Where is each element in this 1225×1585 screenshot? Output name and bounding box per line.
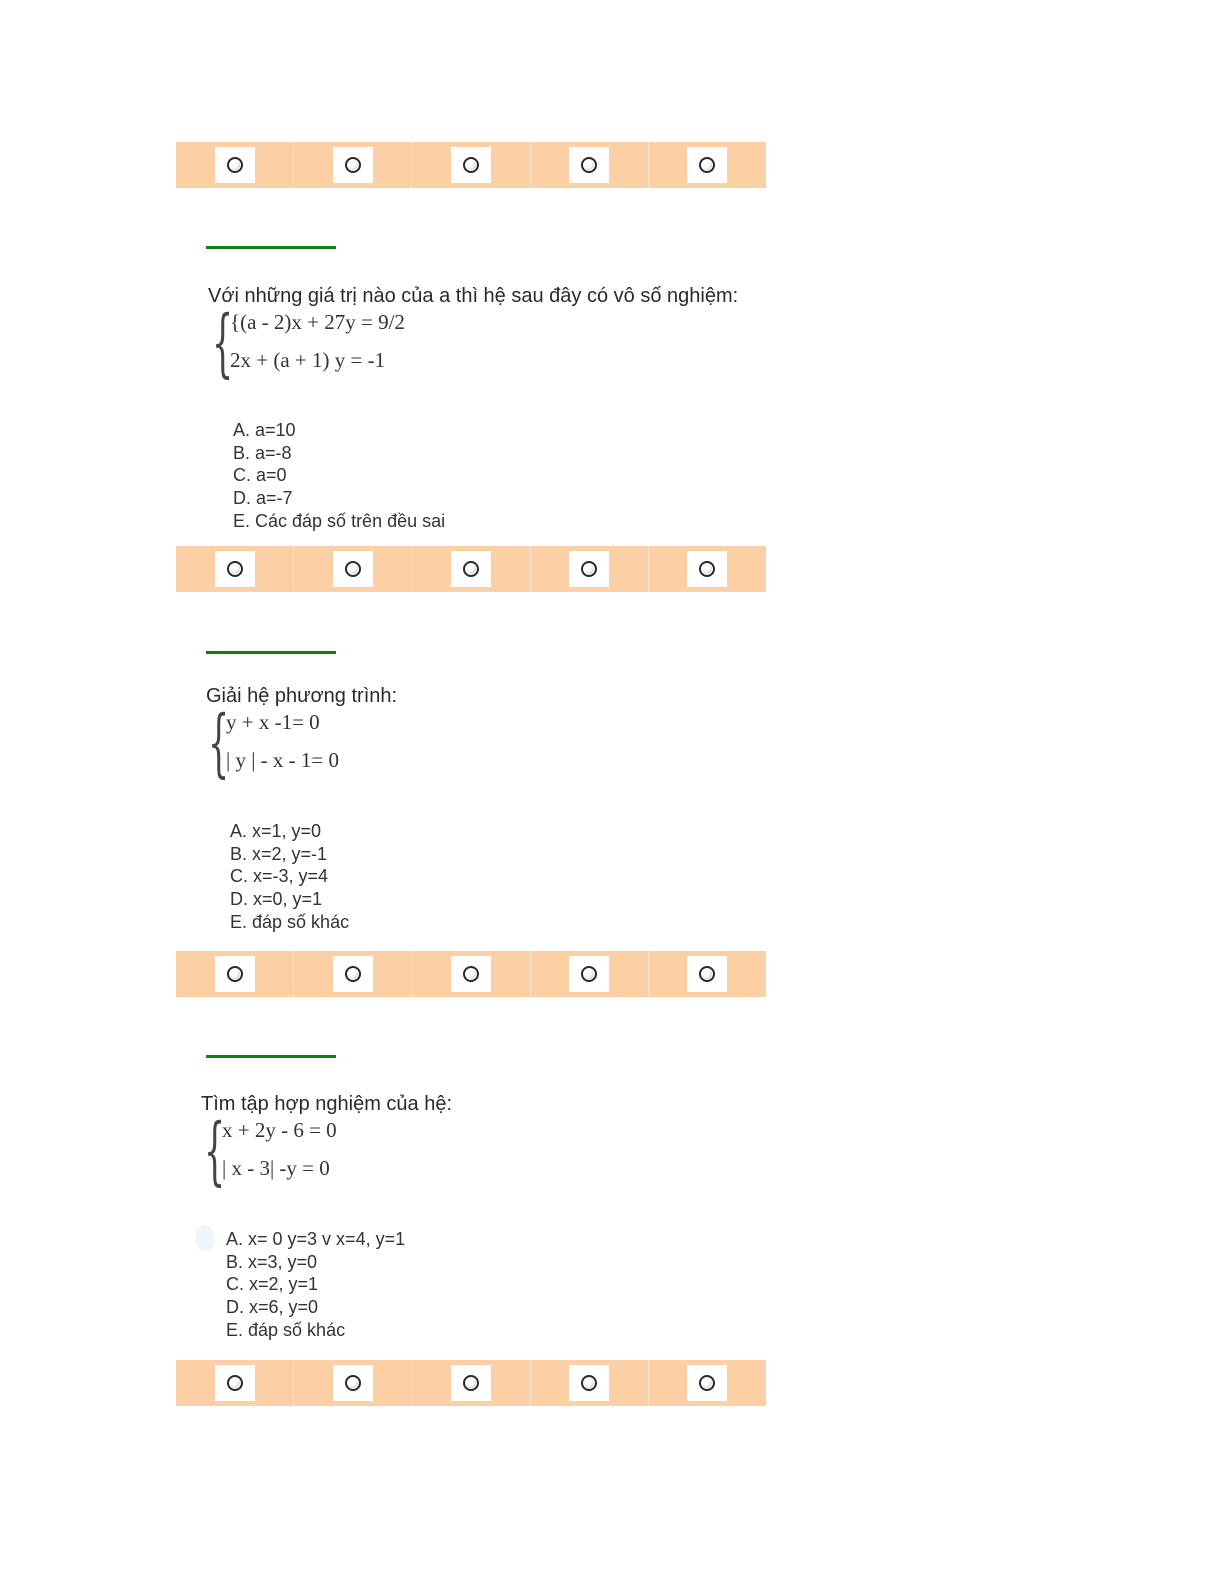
radio-button-d[interactable] [569, 1365, 609, 1401]
radio-icon [581, 966, 597, 982]
radio-button-a[interactable] [215, 147, 255, 183]
radio-icon [463, 561, 479, 577]
option-d: D. x=0, y=1 [230, 889, 323, 910]
question-text: Tìm tập hợp nghiệm của hệ: [201, 1093, 453, 1115]
radio-icon [699, 561, 715, 577]
answer-cell-c [412, 546, 530, 592]
radio-icon [463, 157, 479, 173]
radio-button-c[interactable] [451, 1365, 491, 1401]
radio-button-d[interactable] [569, 551, 609, 587]
radio-button-b[interactable] [333, 1365, 373, 1401]
radio-button-e[interactable] [687, 551, 727, 587]
answer-cell-c [412, 142, 530, 188]
answer-cell-e [649, 546, 766, 592]
answer-cell-b [294, 546, 412, 592]
radio-icon [581, 157, 597, 173]
answer-cell-d [531, 951, 649, 997]
option-b: B. x=3, y=0 [226, 1251, 318, 1272]
brace-icon: { [208, 700, 230, 786]
equation-1: {(a - 2)x + 27y = 9/2 [230, 310, 405, 334]
equations [228, 310, 405, 372]
radio-icon [227, 1375, 243, 1391]
option-b: B. x=2, y=-1 [230, 843, 328, 864]
answer-cell-b [294, 142, 412, 188]
question-divider [206, 651, 336, 654]
equation-1: y + x -1= 0 [226, 710, 320, 734]
option-e: E. Các đáp số trên đều sai [233, 510, 446, 531]
brace-icon: { [212, 300, 234, 386]
radio-icon [227, 157, 243, 173]
equations [224, 710, 339, 772]
radio-icon [463, 1375, 479, 1391]
option-d: D. x=6, y=0 [226, 1297, 319, 1318]
selection-highlight [196, 1225, 214, 1251]
option-a: A. a=10 [233, 420, 296, 440]
radio-icon [699, 157, 715, 173]
option-e: E. đáp số khác [226, 1319, 346, 1340]
radio-icon [227, 966, 243, 982]
answer-cell-e [649, 1360, 766, 1406]
answer-bar-2 [176, 546, 766, 592]
radio-button-d[interactable] [569, 956, 609, 992]
answer-cell-b [294, 1360, 412, 1406]
option-c: C. x=-3, y=4 [230, 866, 329, 887]
equation-system [212, 300, 405, 386]
radio-icon [345, 157, 361, 173]
answer-bar-3 [176, 951, 766, 997]
radio-icon [345, 966, 361, 982]
option-list [230, 820, 349, 934]
radio-button-a[interactable] [215, 551, 255, 587]
question-divider [206, 246, 336, 249]
radio-button-a[interactable] [215, 956, 255, 992]
answer-cell-d [531, 1360, 649, 1406]
answer-bar-1 [176, 142, 766, 188]
option-e: E. đáp số khác [230, 911, 350, 932]
radio-icon [463, 966, 479, 982]
radio-button-b[interactable] [333, 147, 373, 183]
question-divider [206, 1055, 336, 1058]
option-c: C. a=0 [233, 465, 287, 486]
answer-cell-d [531, 142, 649, 188]
radio-button-c[interactable] [451, 551, 491, 587]
radio-button-e[interactable] [687, 956, 727, 992]
equation-2: | x - 3| -y = 0 [222, 1156, 330, 1180]
option-list [233, 419, 445, 533]
radio-icon [699, 966, 715, 982]
radio-button-e[interactable] [687, 1365, 727, 1401]
answer-cell-d [531, 546, 649, 592]
question-text: Giải hệ phương trình: [206, 685, 398, 707]
radio-icon [581, 561, 597, 577]
answer-cell-e [649, 951, 766, 997]
radio-icon [581, 1375, 597, 1391]
radio-button-c[interactable] [451, 147, 491, 183]
radio-icon [345, 1375, 361, 1391]
radio-button-e[interactable] [687, 147, 727, 183]
radio-button-b[interactable] [333, 956, 373, 992]
answer-cell-c [412, 1360, 530, 1406]
radio-button-b[interactable] [333, 551, 373, 587]
radio-icon [699, 1375, 715, 1391]
option-b: B. a=-8 [233, 442, 292, 463]
option-c: C. x=2, y=1 [226, 1274, 319, 1295]
equation-system [208, 700, 339, 786]
equation-2: 2x + (a + 1) y = -1 [230, 348, 386, 372]
radio-button-a[interactable] [215, 1365, 255, 1401]
equation-2: | y | - x - 1= 0 [226, 748, 339, 772]
radio-button-d[interactable] [569, 147, 609, 183]
answer-cell-a [176, 951, 294, 997]
answer-cell-e [649, 142, 766, 188]
equations [220, 1118, 337, 1180]
answer-cell-b [294, 951, 412, 997]
answer-cell-a [176, 546, 294, 592]
answer-bar-4 [176, 1360, 766, 1406]
question-text: Với những giá trị nào của a thì hệ sau đây có vô số nghiệm: [208, 285, 739, 307]
radio-icon [345, 561, 361, 577]
option-d: D. a=-7 [233, 488, 293, 509]
option-a: A. x=1, y=0 [230, 821, 322, 841]
brace-icon: { [204, 1108, 226, 1194]
equation-system [204, 1108, 337, 1194]
option-a: A. x= 0 y=3 v x=4, y=1 [226, 1229, 406, 1249]
answer-cell-a [176, 142, 294, 188]
answer-cell-a [176, 1360, 294, 1406]
equation-1: x + 2y - 6 = 0 [222, 1118, 337, 1142]
radio-icon [227, 561, 243, 577]
radio-button-c[interactable] [451, 956, 491, 992]
option-list [226, 1228, 405, 1342]
answer-cell-c [412, 951, 530, 997]
